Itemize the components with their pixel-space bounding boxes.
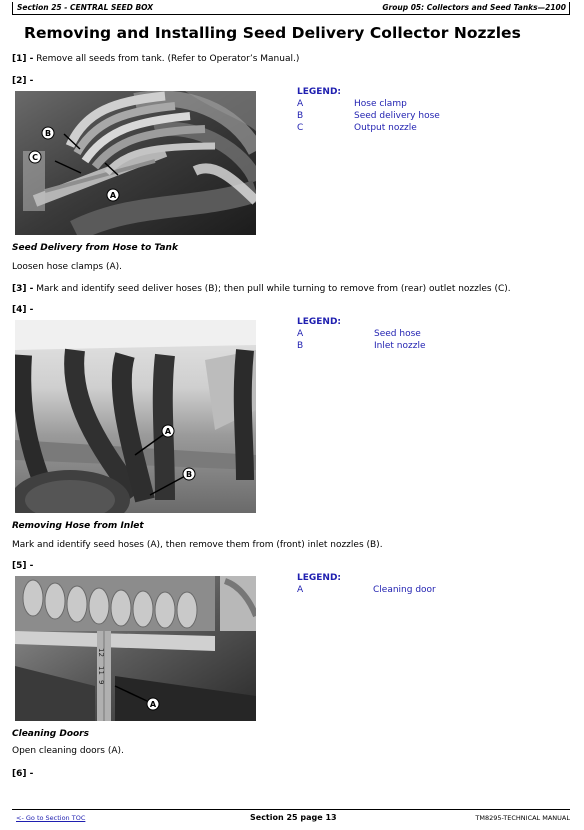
section-toc-link[interactable]: <- Go to Section TOC (16, 814, 86, 822)
figure-1-callout-b: B (44, 129, 52, 138)
step-5 (12, 561, 33, 571)
step-2-number: [2] - (12, 76, 34, 86)
step-6-number: [6] - (12, 769, 34, 779)
figure-2-legend-title: LEGEND: (297, 317, 342, 327)
figure-1-legend-key-b: B (297, 111, 304, 121)
footer-manual-id: TM8295-TECHNICAL MANUAL (475, 814, 570, 822)
figure-2-legend-desc-b: Inlet nozzle (374, 341, 426, 351)
step-1 (12, 54, 299, 64)
figure-1-illustration (15, 91, 256, 235)
footer-rule (12, 809, 570, 810)
figure-2-callout-b: B (185, 470, 193, 479)
figure-3-photo-number-12: 12 (97, 648, 105, 657)
step-1-text: Remove all seeds from tank. (Refer to Operator’s Manual.) (33, 54, 300, 64)
figure-2-legend-key-a: A (297, 329, 304, 339)
figure-3-photo (15, 576, 256, 721)
page-title: Removing and Installing Seed Delivery Collector Nozzles (24, 24, 521, 42)
figure-2-legend-desc-a: Seed hose (374, 329, 421, 339)
figure-3-legend-desc-a: Cleaning door (373, 585, 436, 595)
header-group (382, 2, 570, 14)
figure-2-instruction: Mark and identify seed hoses (A), then remove them from (front) inlet nozzles (B). (12, 540, 383, 550)
figure-1-callout-a: A (109, 191, 117, 200)
figure-3-caption: Cleaning Doors (12, 729, 89, 739)
figure-1-legend-title: LEGEND: (297, 87, 342, 97)
figure-2-photo (15, 320, 256, 513)
header-section-label: Section 25 - CENTRAL SEED BOX (17, 3, 154, 12)
figure-3-legend-key-a: A (297, 585, 304, 595)
figure-3-legend-title: LEGEND: (297, 573, 342, 583)
figure-1-legend-desc-a: Hose clamp (354, 99, 407, 109)
figure-2-legend-key-b: B (297, 341, 304, 351)
footer-page-number: Section 25 page 13 (250, 813, 337, 822)
header-left-bar (12, 2, 13, 14)
figure-3-illustration (15, 576, 256, 721)
figure-2-legend (297, 317, 557, 357)
header-rule (12, 14, 570, 15)
figure-2-illustration (15, 320, 256, 513)
step-4 (12, 305, 33, 315)
figure-1-photo (15, 91, 256, 235)
step-6 (12, 769, 33, 779)
step-2 (12, 76, 33, 86)
figure-3-callout-a: A (149, 700, 157, 709)
figure-3-photo-number-9: 9 (97, 680, 105, 685)
figure-1-caption: Seed Delivery from Hose to Tank (12, 243, 178, 253)
figure-1-legend (297, 87, 557, 137)
header-section (12, 2, 262, 14)
figure-3-instruction: Open cleaning doors (A). (12, 746, 124, 756)
step-4-number: [4] - (12, 305, 34, 315)
figure-1-callout-c: C (32, 153, 38, 162)
step-5-number: [5] - (12, 561, 34, 571)
step-3-number: [3] - (12, 284, 34, 294)
figure-2-callout-a: A (164, 427, 172, 436)
step-1-number: [1] - (12, 54, 34, 64)
figure-1-legend-key-c: C (297, 123, 304, 133)
figure-3-legend (297, 573, 557, 603)
header-right-bar (569, 2, 570, 14)
figure-2-caption: Removing Hose from Inlet (12, 521, 144, 531)
figure-1-legend-key-a: A (297, 99, 304, 109)
figure-1-instruction: Loosen hose clamps (A). (12, 262, 122, 272)
figure-3-photo-number-11: 11 (97, 666, 105, 675)
header-group-label: Group 05: Collectors and Seed Tanks—2100 (382, 3, 566, 12)
figure-1-legend-desc-c: Output nozzle (354, 123, 417, 133)
step-3 (12, 284, 511, 294)
step-3-text: Mark and identify seed deliver hoses (B); then pull while turning to remove from (rear) outlet nozzles (C). (33, 284, 511, 294)
figure-1-legend-desc-b: Seed delivery hose (354, 111, 440, 121)
